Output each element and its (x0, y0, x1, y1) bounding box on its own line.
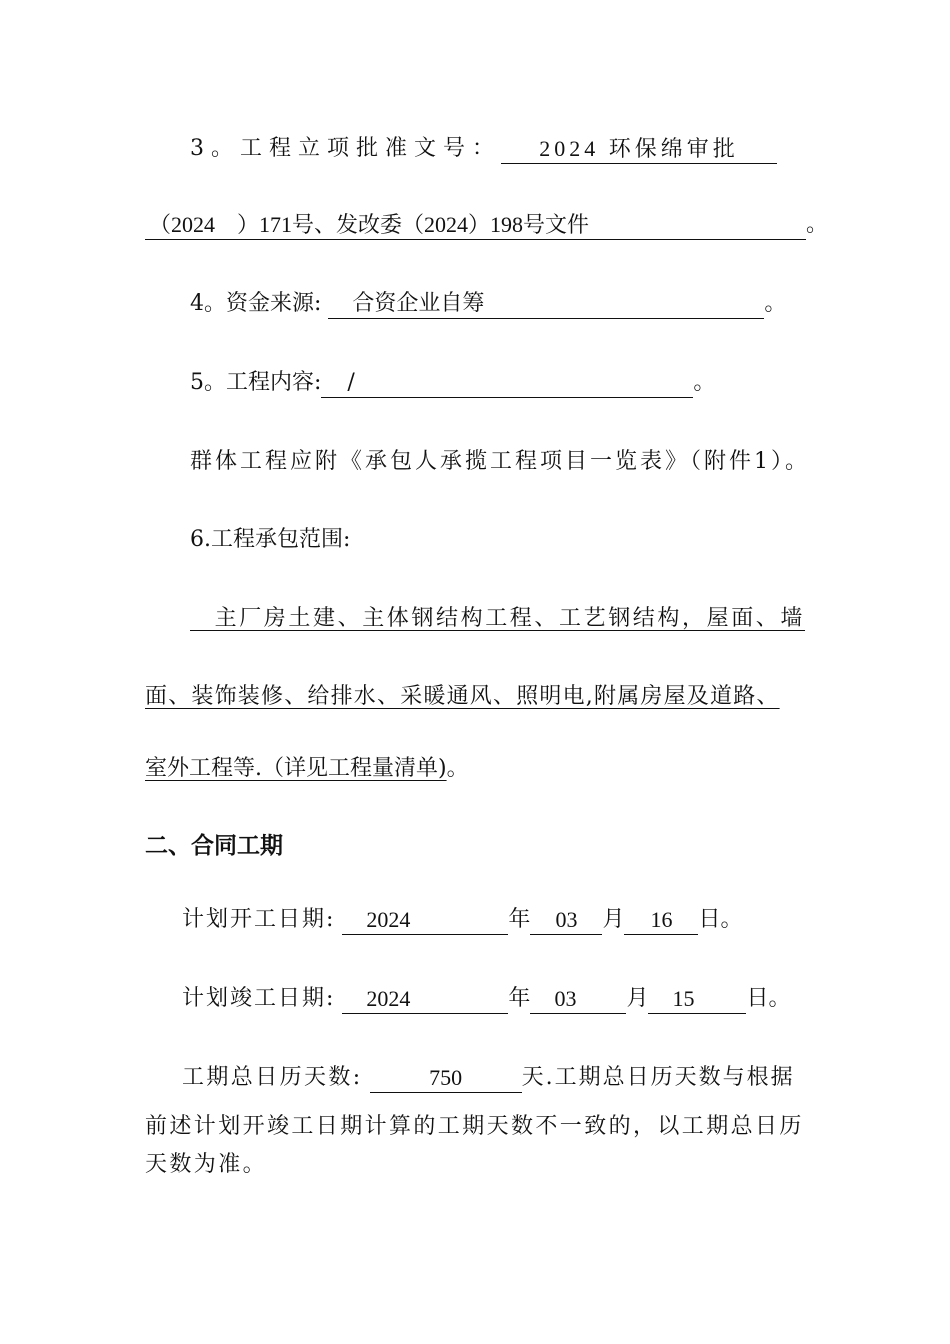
total-days-text-line2: 前述计划开竣工日期计算的工期天数不一致的，以工期总日历 (145, 1114, 804, 1139)
end-year-field: 2024 (342, 984, 508, 1014)
total-days-label: 工期总日历天数: (182, 1065, 363, 1090)
start-year-unit: 年 (508, 907, 531, 932)
start-date-label: 计划开工日期: (182, 907, 336, 932)
item6-scope-line1: 主厂房土建、主体钢结构工程、工艺钢结构，屋面、墙 (190, 606, 806, 631)
total-days-text-line1: 天.工期总日历天数与根据 (521, 1065, 795, 1090)
total-days-row (182, 1063, 795, 1093)
item4-fund-source-field: 合资企业自筹 (328, 289, 764, 319)
item4-line (190, 289, 786, 319)
end-date-label: 计划竣工日期: (182, 986, 336, 1011)
planned-start-date-row (182, 905, 742, 935)
item6-end: 。 (446, 756, 469, 781)
start-day-field: 16 (624, 905, 698, 935)
planned-end-date-row (182, 984, 790, 1014)
end-day-unit: 日。 (746, 986, 791, 1011)
item6-scope-line2: 面、装饰装修、给排水、采暖通风、照明电,附属房屋及道路、 (145, 684, 780, 709)
item6-scope-line3: 室外工程等.（详见工程量清单) (145, 756, 447, 781)
item3-end: 。 (806, 212, 829, 237)
item5-end: 。 (693, 370, 716, 395)
start-day-unit: 日。 (698, 907, 743, 932)
section-heading-contract-period: 二、合同工期 (145, 833, 283, 859)
item6-scope-line3-row (145, 754, 469, 784)
item4-end: 。 (764, 291, 787, 316)
end-month-field: 03 (530, 984, 626, 1014)
start-month-field: 03 (530, 905, 602, 935)
end-month-unit: 月 (626, 986, 649, 1011)
item5-content-field: / (321, 368, 693, 398)
item5-label: 5。工程内容: (190, 370, 322, 395)
item4-label: 4。资金来源: (190, 291, 322, 316)
total-days-field: 750 (370, 1063, 522, 1093)
total-days-text-line3: 天数为准。 (145, 1152, 268, 1177)
start-year-field: 2024 (342, 905, 508, 935)
item3-line1 (190, 134, 777, 164)
group-project-note: 群体工程应附《承包人承揽工程项目一览表》（附件1）。 (190, 449, 810, 474)
item3-label: 3。工程立项批准文号： (190, 136, 501, 161)
item6-label: 6.工程承包范围: (190, 527, 351, 552)
item5-line (190, 368, 715, 398)
start-month-unit: 月 (602, 907, 625, 932)
end-day-field: 15 (648, 984, 746, 1014)
end-year-unit: 年 (508, 986, 531, 1011)
item3-approval-number-field: 2024 环保绵审批 (501, 134, 777, 164)
item3-approval-number-field-cont: （2024 ）171号、发改委（2024）198号文件 (145, 210, 806, 240)
item3-line2 (145, 210, 828, 240)
